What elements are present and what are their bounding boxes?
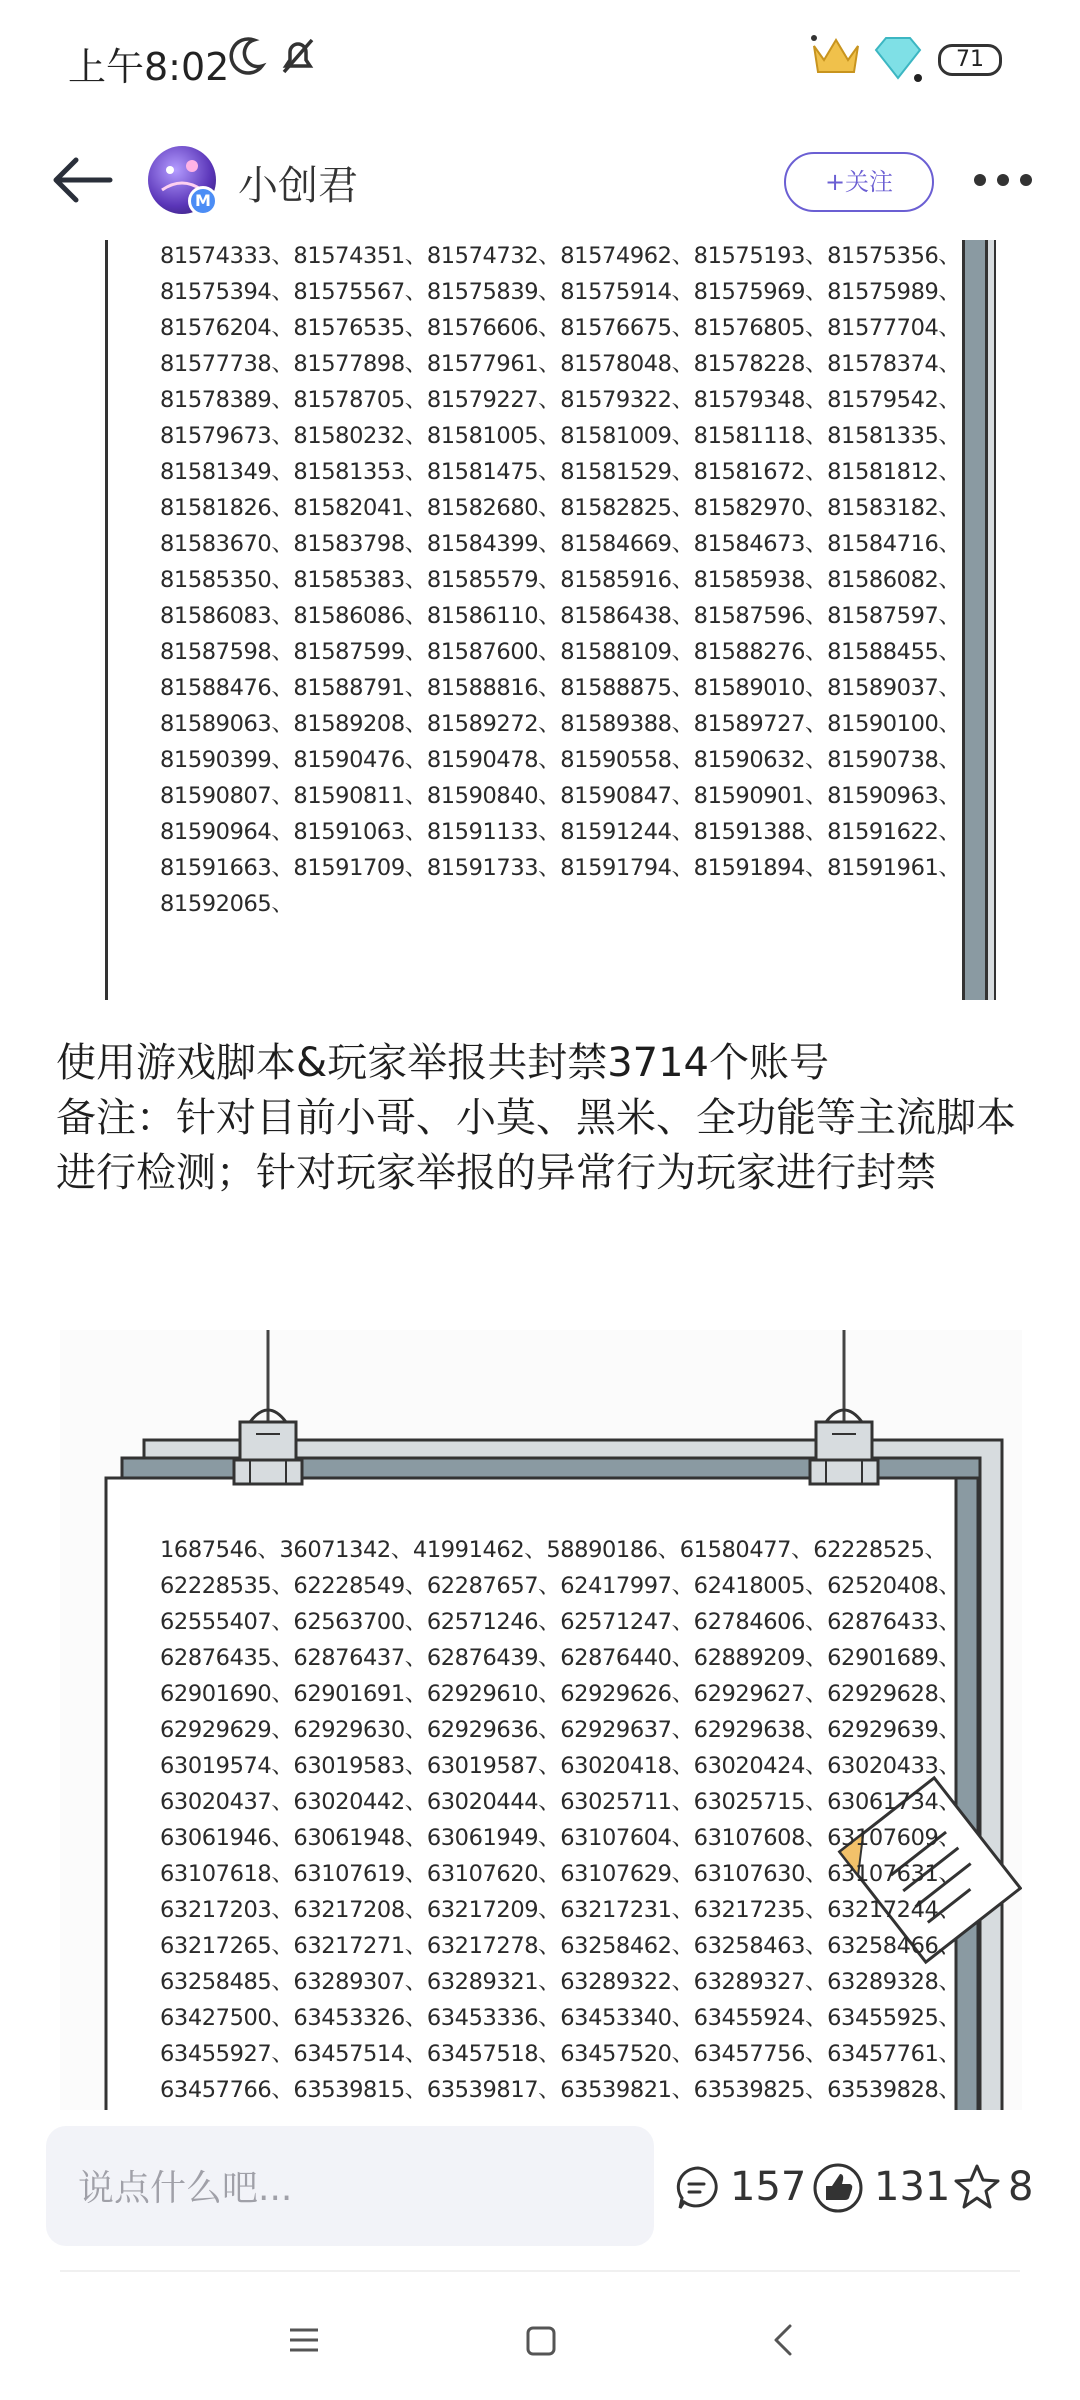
back-chevron-icon [754, 2310, 814, 2370]
id-line: 63457766、63539815、63539817、63539821、63539825、63539828、 [160, 2077, 961, 2103]
board-frame [962, 240, 998, 1000]
id-line: 81585350、81585383、81585579、81585916、81585938、81586082、 [160, 567, 961, 593]
id-line: 1687546、36071342、41991462、58890186、61580477、62228525、 [160, 1537, 947, 1563]
id-line: 63020437、63020442、63020444、63025711、63025715、63061734、 [160, 1789, 961, 1815]
more-dots-icon [968, 160, 1038, 200]
status-bar [0, 0, 1080, 120]
follow-button[interactable]: +关注 [784, 152, 934, 212]
comments-button[interactable] [674, 2158, 807, 2218]
home-square-icon [510, 2310, 570, 2370]
likes-count: 131 [874, 2164, 951, 2210]
id-line: 81575394、81575567、81575839、81575914、81575969、81575989、 [160, 279, 961, 305]
id-line: 81590399、81590476、81590478、81590558、81590632、81590738、 [160, 747, 961, 773]
id-line: 62929629、62929630、62929636、62929637、62929638、62929639、 [160, 1717, 961, 1743]
silent-bell-icon [276, 34, 320, 82]
id-line: 81590964、81591063、81591133、81591244、81591388、81591622、 [160, 819, 961, 845]
id-line: 81579673、81580232、81581005、81581009、81581118、81581335、 [160, 423, 961, 449]
id-line: 63217265、63217271、63217278、63258462、63258463、63258466、 [160, 1933, 961, 1959]
id-line: 81576204、81576535、81576606、81576675、81576805、81577704、 [160, 315, 961, 341]
id-line: 81591663、81591709、81591733、81591794、81591894、81591961、 [160, 855, 961, 881]
id-line: 63455927、63457514、63457518、63457520、63457756、63457761、 [160, 2041, 961, 2067]
nav-home-button[interactable] [510, 2310, 570, 2370]
battery-indicator: 71 [938, 44, 1002, 76]
moon-icon [228, 34, 268, 82]
nav-back-button[interactable] [754, 2310, 814, 2370]
user-name[interactable]: 小创君 [238, 163, 358, 209]
id-line: 62901690、62901691、62929610、62929626、62929627、62929628、 [160, 1681, 961, 1707]
id-line: 81574333、81574351、81574732、81574962、81575193、81575356、 [160, 243, 961, 269]
id-line: 81578389、81578705、81579227、81579322、81579348、81579542、 [160, 387, 961, 413]
favorite-button[interactable] [952, 2158, 1052, 2218]
comment-bubble-icon [674, 2164, 722, 2212]
id-line: 81577738、81577898、81577961、81578048、81578228、81578374、 [160, 351, 961, 377]
id-line: 81589063、81589208、81589272、81589388、81589727、81590100、 [160, 711, 961, 737]
id-line: 81583670、81583798、81584399、81584669、81584673、81584716、 [160, 531, 961, 557]
paper-edge [105, 240, 108, 1000]
back-button[interactable] [48, 152, 118, 208]
more-options-button[interactable] [968, 160, 1038, 200]
id-list-bottom [160, 1532, 961, 2108]
binder-clip-left [234, 1410, 302, 1484]
id-line: 63258485、63289307、63289321、63289322、63289327、63289328、 [160, 1969, 961, 1995]
id-line: 81581826、81582041、81582680、81582825、81582970、81583182、 [160, 495, 961, 521]
ban-list-image-top[interactable] [60, 240, 1020, 1000]
id-line: 63427500、63453326、63453336、63453340、63455924、63455925、 [160, 2005, 961, 2031]
id-line: 81590807、81590811、81590840、81590847、81590901、81590963、 [160, 783, 961, 809]
divider [60, 2270, 1020, 2272]
post-header [0, 130, 1080, 230]
ban-list-image-bottom[interactable] [60, 1330, 1022, 2110]
id-line: 81588476、81588791、81588816、81588875、81589010、81589037、 [160, 675, 961, 701]
id-line: 63019574、63019583、63019587、63020418、63020424、63020433、 [160, 1753, 961, 1779]
id-line: 63107618、63107619、63107620、63107629、63107630、63107631、 [160, 1861, 961, 1887]
back-arrow-icon [48, 152, 118, 208]
avatar-badge: M [188, 186, 218, 216]
id-line: 62555407、62563700、62571246、62571247、62784606、62876433、 [160, 1609, 961, 1635]
comment-input[interactable] [46, 2126, 654, 2246]
status-time: 上午8:02 [68, 45, 230, 89]
id-line: 62876435、62876437、62876439、62876440、62889209、62901689、 [160, 1645, 961, 1671]
id-line: 62228535、62228549、62287657、62417997、62418005、62520408、 [160, 1573, 961, 1599]
id-line: 63217203、63217208、63217209、63217231、63217235、63217244、 [160, 1897, 961, 1923]
binder-clip-right [810, 1410, 878, 1484]
comment-placeholder: 说点什么吧... [78, 2168, 293, 2209]
diamond-icon [872, 34, 924, 86]
nav-menu-button[interactable] [274, 2310, 334, 2370]
menu-icon [274, 2310, 334, 2370]
post-paragraph: 使用游戏脚本&玩家举报共封禁3714个账号 [56, 1040, 829, 1086]
id-line: 81592065、 [160, 891, 294, 917]
crown-icon [808, 30, 864, 84]
like-icon [812, 2162, 864, 2214]
id-line: 81581349、81581353、81581475、81581529、81581672、81581812、 [160, 459, 961, 485]
id-list-top [160, 240, 961, 922]
favorites-count: 8 [1008, 2164, 1034, 2210]
like-button[interactable] [812, 2158, 951, 2218]
post-body [56, 1036, 1036, 1201]
post-paragraph: 备注：针对目前小哥、小莫、黑米、全功能等主流脚本进行检测；针对玩家举报的异常行为玩家进行封禁 [56, 1095, 1016, 1196]
star-icon [952, 2162, 1002, 2212]
id-line: 63061946、63061948、63061949、63107604、63107608、63107609、 [160, 1825, 961, 1851]
id-line: 81587598、81587599、81587600、81588109、81588276、81588455、 [160, 639, 961, 665]
comments-count: 157 [730, 2164, 807, 2210]
id-line: 81586083、81586086、81586110、81586438、81587596、81587597、 [160, 603, 961, 629]
